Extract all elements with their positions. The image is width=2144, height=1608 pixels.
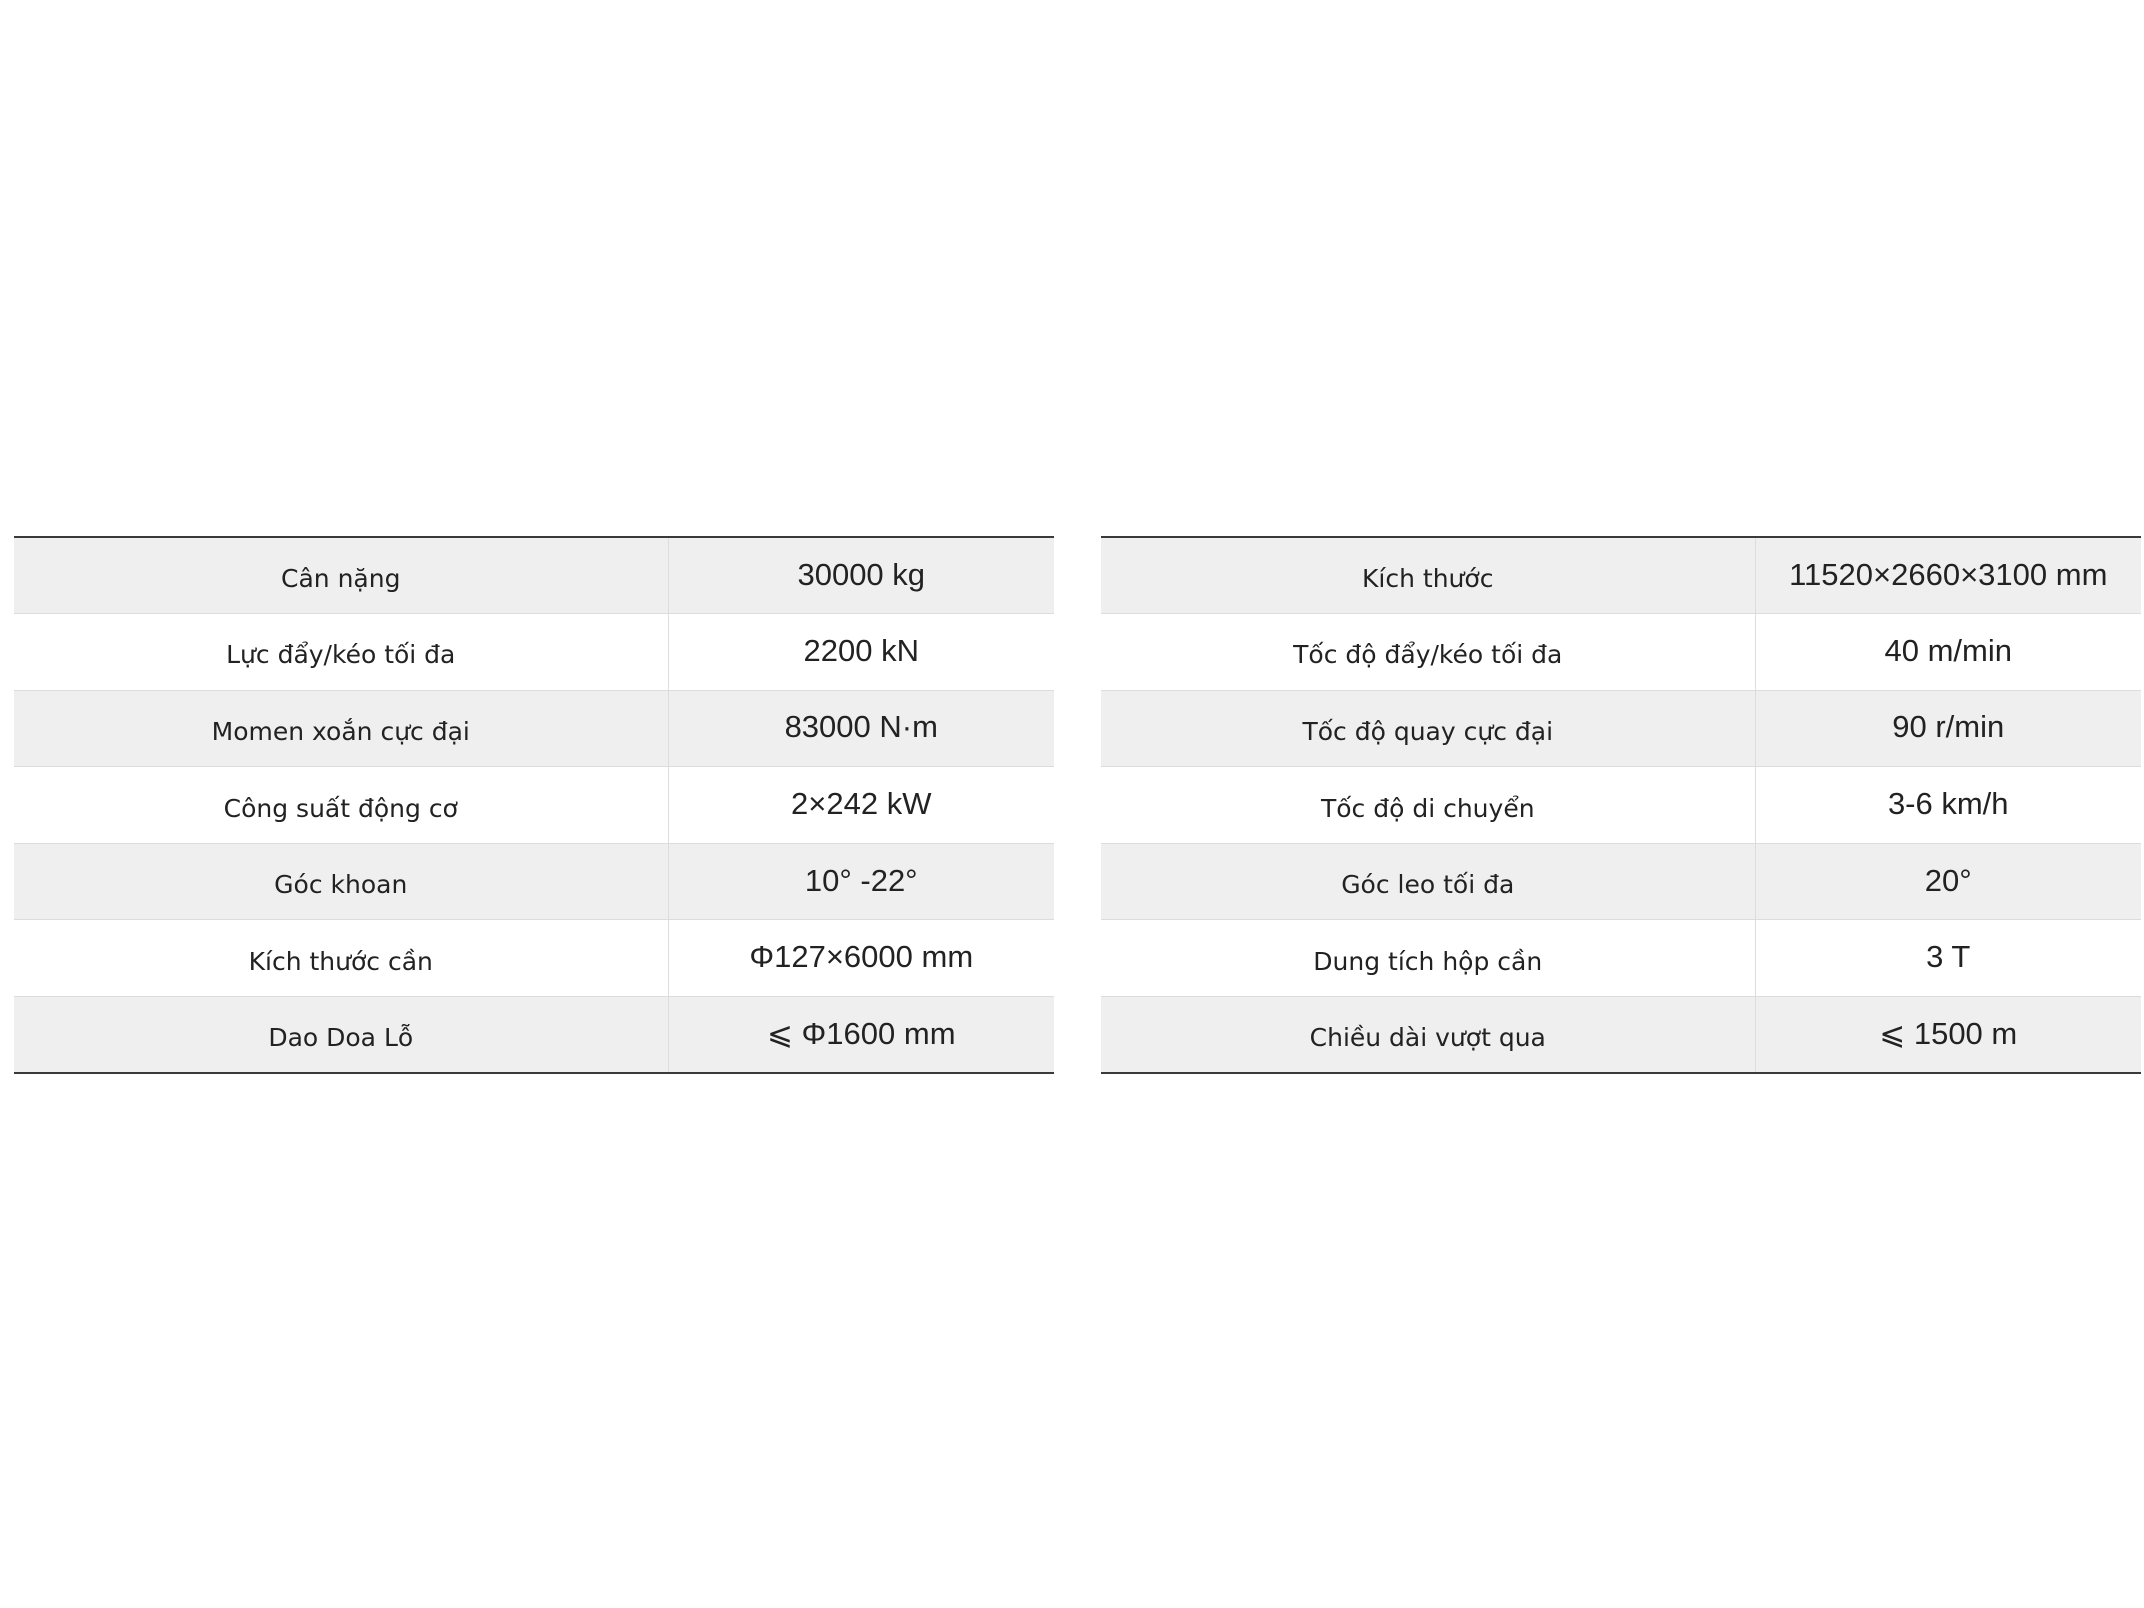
spec-label: Dao Doa Lỗ [14,997,668,1074]
table-row [14,843,1054,920]
spec-value: 11520×2660×3100 mm [1789,556,2108,592]
spec-label: Góc khoan [14,843,668,920]
table-row [1101,843,2141,920]
spec-value: 40 m/min [1755,614,2141,691]
spec-value: ⩽ Φ1600 mm [668,997,1054,1074]
table-row [14,690,1054,767]
table-row [1101,537,2141,614]
spec-value: ⩽ 1500 m [1755,997,2141,1074]
spec-label: Tốc độ đẩy/kéo tối đa [1101,614,1755,691]
spec-label: Chiều dài vượt qua [1101,997,1755,1074]
table-row [1101,614,2141,691]
spec-label: Lực đẩy/kéo tối đa [14,614,668,691]
spec-label: Tốc độ di chuyển [1101,767,1755,844]
table-row [14,767,1054,844]
spec-label: Công suất động cơ [14,767,668,844]
table-row [14,920,1054,997]
spec-value: 3 T [1755,920,2141,997]
spec-label: Dung tích hộp cần [1101,920,1755,997]
table-row [1101,767,2141,844]
table-row [1101,690,2141,767]
spec-value: 83000 N·m [668,690,1054,767]
spec-value: Φ127×6000 mm [668,920,1054,997]
spec-label: Tốc độ quay cực đại [1101,690,1755,767]
spec-label: Cân nặng [14,537,668,614]
spec-table-left [14,536,1054,1074]
spec-value: 3-6 km/h [1755,767,2141,844]
spec-value: 2200 kN [668,614,1054,691]
spec-value: 30000 kg [797,556,926,592]
spec-label: Momen xoắn cực đại [14,690,668,767]
spec-label: Kích thước cần [14,920,668,997]
table-row [14,997,1054,1074]
table-row [1101,920,2141,997]
spec-value: 20° [1755,843,2141,920]
table-row [14,614,1054,691]
spec-label: Góc leo tối đa [1101,843,1755,920]
table-row [14,537,1054,614]
table-row [1101,997,2141,1074]
spec-value: 2×242 kW [668,767,1054,844]
spec-table-right [1101,536,2141,1074]
spec-value: 90 r/min [1755,690,2141,767]
spec-value: 10° -22° [668,843,1054,920]
spec-label: Kích thước [1101,537,1755,614]
